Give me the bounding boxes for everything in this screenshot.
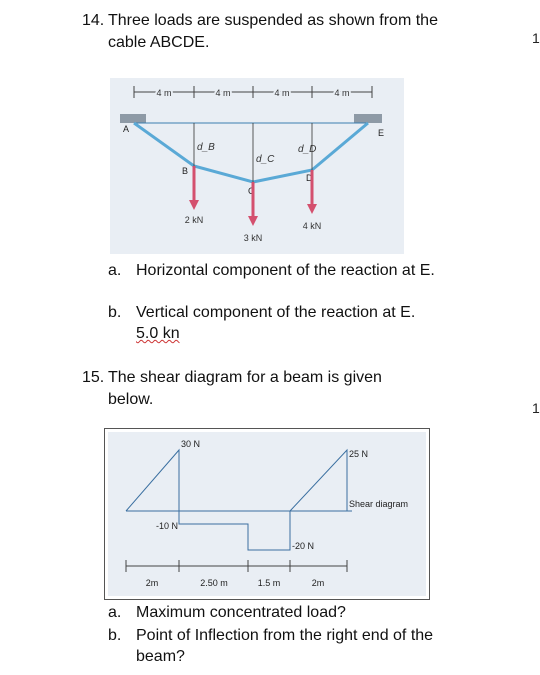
point-label: A bbox=[123, 124, 130, 134]
load-label: 3 kN bbox=[243, 233, 263, 243]
option-letter: a. bbox=[108, 262, 122, 279]
option-text: Vertical component of the reaction at E. bbox=[136, 304, 416, 321]
question-text: Three loads are suspended as shown from the cable ABCDE. bbox=[108, 12, 438, 51]
point-label: D bbox=[306, 173, 313, 183]
point-label: C bbox=[248, 186, 255, 196]
option-text: Maximum concentrated load? bbox=[136, 604, 346, 621]
question-15 bbox=[82, 367, 462, 411]
shear-label: 25 N bbox=[349, 449, 369, 459]
span-label: 2m bbox=[311, 578, 325, 588]
option-letter: b. bbox=[108, 627, 122, 644]
diagram-title: Shear diagram bbox=[349, 499, 409, 509]
spacing-label: 4 m bbox=[334, 88, 350, 98]
spacing-label: 4 m bbox=[274, 88, 290, 98]
option-text: Horizontal component of the reaction at E. bbox=[136, 262, 435, 279]
point-label: B bbox=[182, 166, 189, 176]
question-text: The shear diagram for a beam is given below. bbox=[108, 369, 382, 408]
sag-label: d_B bbox=[197, 142, 215, 153]
span-label: 2.50 m bbox=[200, 578, 228, 588]
shear-label: -10 N bbox=[156, 521, 179, 531]
question-number: 14. bbox=[82, 12, 105, 29]
cable-figure bbox=[110, 78, 404, 254]
option-a bbox=[108, 260, 448, 281]
spacing-label: 4 m bbox=[156, 88, 172, 98]
point-label: E bbox=[378, 128, 385, 138]
shear-diagram-figure bbox=[104, 428, 430, 600]
spacing-label: 4 m bbox=[215, 88, 231, 98]
option-text: Point of Inflection from the right end of the beam? bbox=[136, 627, 434, 665]
option-a bbox=[108, 602, 448, 623]
question-number: 15. bbox=[82, 369, 105, 386]
option-answer: 5.0 kn bbox=[136, 325, 180, 342]
shear-label: 30 N bbox=[181, 439, 201, 449]
edge-mark: 1 bbox=[532, 30, 540, 46]
support-e bbox=[354, 114, 382, 123]
option-b bbox=[108, 625, 448, 667]
span-label: 2m bbox=[145, 578, 159, 588]
question-14 bbox=[82, 10, 462, 54]
span-label: 1.5 m bbox=[257, 578, 281, 588]
sag-label: d_C bbox=[256, 154, 275, 165]
figure-background bbox=[110, 78, 404, 254]
option-letter: b. bbox=[108, 304, 122, 321]
figure-background bbox=[108, 432, 426, 596]
sag-label: d_D bbox=[298, 144, 317, 155]
support-a bbox=[120, 114, 146, 123]
shear-label: -20 N bbox=[292, 541, 315, 551]
edge-mark: 1 bbox=[532, 400, 540, 416]
option-b bbox=[108, 302, 448, 344]
load-label: 2 kN bbox=[184, 215, 204, 225]
load-label: 4 kN bbox=[302, 221, 322, 231]
option-letter: a. bbox=[108, 604, 122, 621]
